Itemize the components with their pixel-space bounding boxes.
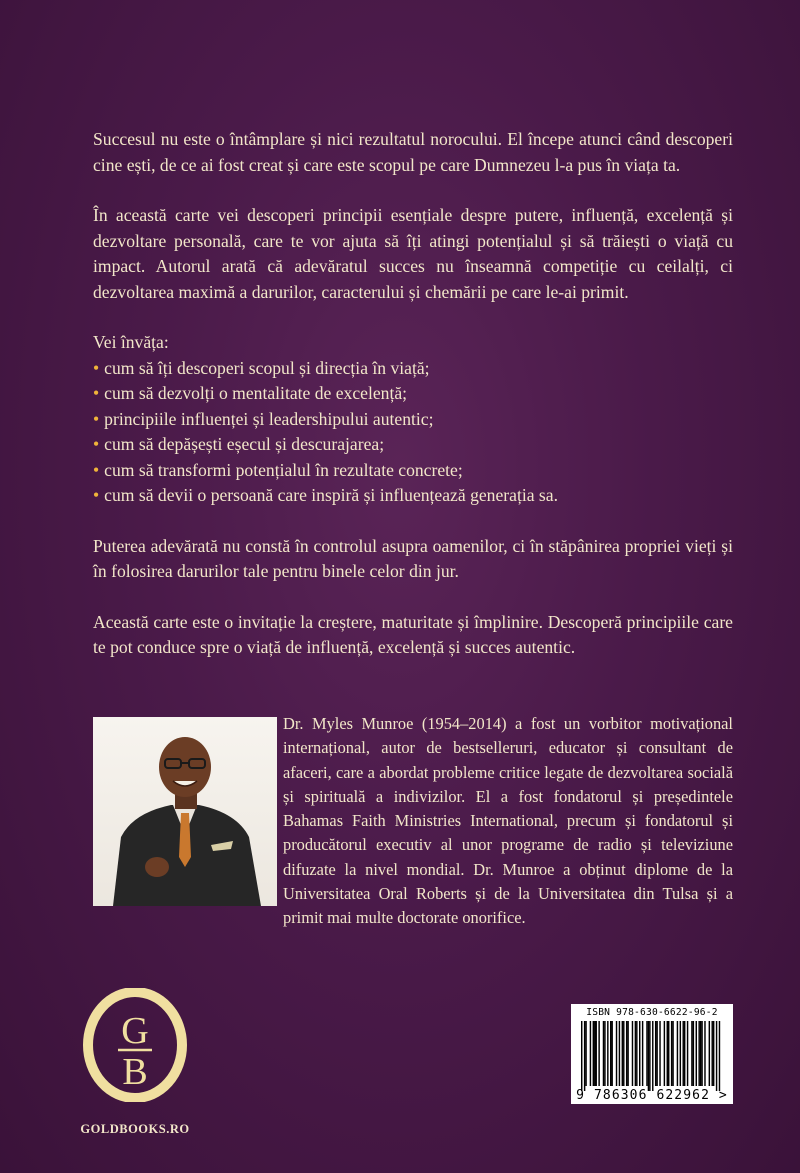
list-item-text: cum să depășești eșecul și descurajarea; xyxy=(104,434,385,454)
isbn-barcode xyxy=(571,1004,733,1104)
author-portrait-icon xyxy=(93,717,277,906)
barcode-bar xyxy=(585,1021,586,1086)
barcode-bar xyxy=(712,1021,713,1086)
barcode-bar xyxy=(704,1021,705,1086)
bullet-icon: • xyxy=(93,383,100,403)
barcode-bar xyxy=(687,1021,688,1086)
barcode-bar xyxy=(590,1021,591,1086)
list-item xyxy=(93,356,733,382)
barcode-bar xyxy=(596,1021,597,1086)
barcode-bar xyxy=(680,1021,681,1086)
barcode-bar xyxy=(581,1021,582,1091)
list-item-text: principiile influenței și leadershipului autentic; xyxy=(104,408,434,429)
barcode-bar xyxy=(652,1021,653,1091)
barcode-bar xyxy=(668,1021,669,1086)
barcode-bar xyxy=(623,1021,624,1086)
barcode-bar xyxy=(672,1021,673,1086)
barcode-bar xyxy=(698,1021,699,1086)
barcode-bar xyxy=(636,1021,637,1086)
author-photo xyxy=(93,717,277,906)
barcode-bar xyxy=(611,1021,612,1086)
barcode-bar xyxy=(626,1021,627,1086)
barcode-bar xyxy=(684,1021,685,1086)
barcode-bar xyxy=(664,1021,665,1086)
blurb-paragraph-4: Această carte este o invitație la creștere, maturitate și împlinire. Descoperă principiile care te pot conduce spre o viață de influență, excelență și succes autentic. xyxy=(93,611,733,657)
author-bio: Dr. Myles Munroe (1954–2014) a fost un vorbitor motivațional internațional, autor de bestselleruri, educator și consultant de afaceri, care a abordat probleme critice legate de dezvoltarea socială și spirituală a indivizilor. El a fost fondatorul și președintele Bahamas Faith Ministries International, precum și fondatorul și producătorul executiv al unor programe de radio și televiziune difuzate la nivel mondial. Dr. Munroe a obținut diplome de la Universitatea Oral Roberts și de la Universitatea din Tulsa și a primit mai multe doctorate onorifice. xyxy=(283,714,733,928)
barcode-bar xyxy=(655,1021,656,1086)
blurb-paragraph-1: Succesul nu este o întâmplare și nici rezultatul norocului. El începe atunci când descoperi cine ești, de ce ai fost creat și care este scopul pe care Dumnezeu l-a pus în viața ta. xyxy=(93,129,733,175)
list-item-text: cum să devii o persoană care inspiră și influențează generația sa. xyxy=(104,485,558,505)
barcode-bar xyxy=(667,1021,668,1086)
logo-letter-g: G xyxy=(121,1010,149,1052)
barcode-bar xyxy=(603,1021,604,1086)
barcode-bar xyxy=(622,1021,623,1086)
barcode-bar xyxy=(693,1021,694,1086)
barcode-bar xyxy=(639,1021,640,1086)
barcode-bar xyxy=(683,1021,684,1086)
barcode-bar xyxy=(648,1021,649,1091)
bullet-icon: • xyxy=(93,459,100,480)
bullet-icon: • xyxy=(93,408,100,429)
barcode-bar xyxy=(635,1021,636,1086)
list-item-text: cum să dezvolți o mentalitate de excelență; xyxy=(104,383,408,403)
barcode-bar xyxy=(700,1021,701,1086)
barcode-bar xyxy=(604,1021,605,1086)
barcode-bar xyxy=(656,1021,657,1086)
back-cover-blurb xyxy=(93,127,733,686)
barcode-bar xyxy=(701,1021,702,1086)
barcode-bar xyxy=(607,1021,608,1086)
barcode-bar xyxy=(584,1021,585,1091)
publisher-name: GOLDBOOKS.RO xyxy=(80,1122,190,1136)
blurb-paragraph-2: În această carte vei descoperi principii esențiale despre putere, influență, excelență și dezvoltare personală, care te vor ajuta să îți atingi potențialul și să trăiești o viață cu impact. Autorul arată că adevăratul succes nu înseamnă competiție cu ceilalți, ci dezvoltarea maximă a darurilor, caracterului și chemării pe care le-ai primit. xyxy=(93,205,733,302)
barcode-bar xyxy=(691,1021,692,1086)
list-item xyxy=(93,483,733,509)
barcode-bar xyxy=(632,1021,633,1086)
barcode-bar xyxy=(696,1021,697,1086)
list-intro: Vei învăța: xyxy=(93,332,169,352)
barcode-bar xyxy=(642,1021,643,1086)
barcode-bar xyxy=(594,1021,595,1086)
barcode-bar xyxy=(610,1021,611,1086)
barcode-bar xyxy=(619,1021,620,1086)
barcode-bar xyxy=(713,1021,714,1086)
barcode-bar xyxy=(709,1021,710,1086)
barcode-bar xyxy=(719,1021,720,1091)
barcode-bar xyxy=(616,1021,617,1086)
bullet-icon: • xyxy=(93,434,100,454)
list-item xyxy=(93,381,733,407)
blurb-paragraph-3: Puterea adevărată nu constă în controlul asupra oamenilor, ci în stăpânirea propriei vieți și în folosirea darurilor tale pentru binele celor din jur. xyxy=(93,535,733,581)
list-item xyxy=(93,458,733,484)
ean-digits: 9 786306 622962 > xyxy=(576,1088,728,1103)
bullet-icon: • xyxy=(93,357,100,378)
barcode-bar xyxy=(649,1021,650,1091)
barcode-bar xyxy=(716,1021,717,1091)
list-item-text: cum să transformi potențialul în rezultate concrete; xyxy=(104,459,463,480)
learning-list xyxy=(93,356,733,509)
bullet-icon: • xyxy=(93,485,100,505)
list-item-text: cum să îți descoperi scopul și direcția în viață; xyxy=(104,357,430,378)
barcode-bar xyxy=(671,1021,672,1086)
barcode-bar xyxy=(677,1021,678,1086)
list-item xyxy=(93,432,733,458)
barcode-bar xyxy=(598,1021,599,1086)
barcode-bar xyxy=(627,1021,628,1086)
barcode-bar xyxy=(646,1021,647,1086)
goldbooks-logo-icon xyxy=(82,988,188,1102)
barcode-bar xyxy=(659,1021,660,1086)
list-item xyxy=(93,407,733,433)
isbn-label: ISBN 978-630-6622-96-2 xyxy=(586,1007,718,1018)
barcode-bar xyxy=(593,1021,594,1086)
logo-letter-b: B xyxy=(122,1051,148,1093)
